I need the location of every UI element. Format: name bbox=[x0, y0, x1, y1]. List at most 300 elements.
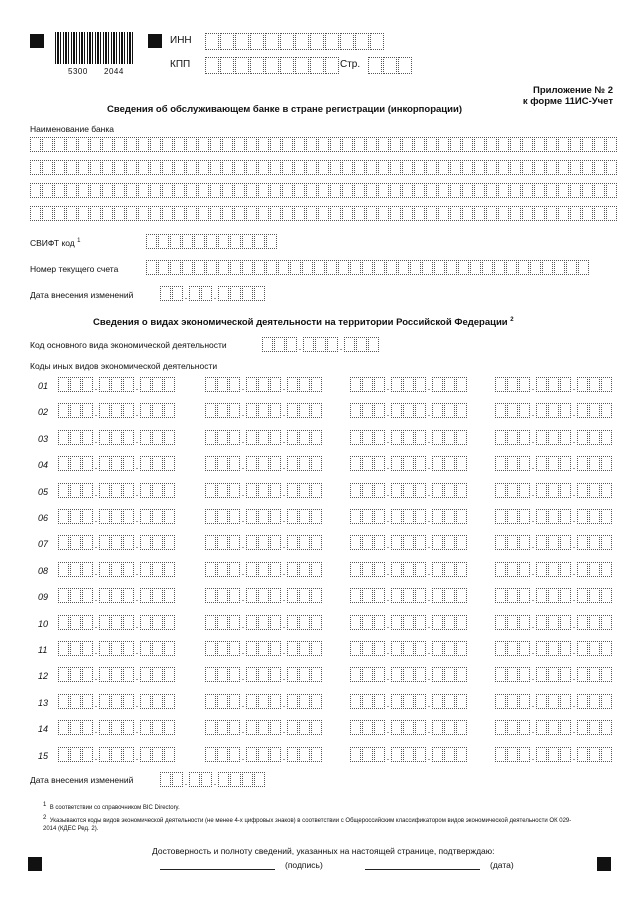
input-cell[interactable] bbox=[589, 403, 600, 418]
input-cell[interactable] bbox=[235, 57, 249, 74]
input-cell[interactable] bbox=[434, 260, 445, 275]
input-cell[interactable] bbox=[229, 403, 240, 418]
input-cell[interactable] bbox=[152, 377, 163, 392]
input-cell[interactable] bbox=[362, 615, 373, 630]
input-cell[interactable] bbox=[456, 615, 467, 630]
input-cell[interactable] bbox=[140, 456, 151, 471]
input-cell[interactable] bbox=[111, 641, 122, 656]
input-cell[interactable] bbox=[70, 456, 81, 471]
input-cell[interactable] bbox=[558, 137, 569, 152]
input-cell[interactable] bbox=[210, 160, 221, 175]
input-cell[interactable] bbox=[258, 483, 269, 498]
input-cell[interactable] bbox=[270, 456, 281, 471]
input-cell[interactable] bbox=[370, 33, 384, 50]
input-cell[interactable] bbox=[102, 137, 113, 152]
input-cell[interactable] bbox=[391, 747, 402, 762]
input-cell[interactable] bbox=[601, 694, 612, 709]
input-cell[interactable] bbox=[217, 747, 228, 762]
input-cell[interactable] bbox=[111, 720, 122, 735]
activity-code-field[interactable] bbox=[350, 588, 468, 603]
input-cell[interactable] bbox=[242, 772, 253, 787]
input-cell[interactable] bbox=[601, 509, 612, 524]
activity-code-field[interactable] bbox=[495, 562, 613, 577]
input-cell[interactable] bbox=[90, 137, 101, 152]
input-cell[interactable] bbox=[287, 403, 298, 418]
input-cell[interactable] bbox=[287, 720, 298, 735]
input-cell[interactable] bbox=[362, 535, 373, 550]
input-cell[interactable] bbox=[403, 615, 414, 630]
activity-code-field[interactable] bbox=[205, 747, 323, 762]
input-cell[interactable] bbox=[560, 562, 571, 577]
input-cell[interactable] bbox=[217, 588, 228, 603]
input-cell[interactable] bbox=[495, 456, 506, 471]
input-cell[interactable] bbox=[82, 377, 93, 392]
input-cell[interactable] bbox=[519, 747, 530, 762]
input-cell[interactable] bbox=[164, 377, 175, 392]
input-cell[interactable] bbox=[58, 562, 69, 577]
kpp-field[interactable] bbox=[205, 57, 340, 74]
input-cell[interactable] bbox=[123, 694, 134, 709]
input-cell[interactable] bbox=[54, 183, 65, 198]
input-cell[interactable] bbox=[542, 260, 553, 275]
input-cell[interactable] bbox=[287, 456, 298, 471]
input-cell[interactable] bbox=[536, 377, 547, 392]
input-cell[interactable] bbox=[280, 33, 294, 50]
input-cell[interactable] bbox=[519, 403, 530, 418]
input-cell[interactable] bbox=[446, 260, 457, 275]
input-cell[interactable] bbox=[554, 260, 565, 275]
input-cell[interactable] bbox=[415, 403, 426, 418]
input-cell[interactable] bbox=[258, 535, 269, 550]
input-cell[interactable] bbox=[374, 403, 385, 418]
input-cell[interactable] bbox=[206, 234, 217, 249]
input-cell[interactable] bbox=[302, 260, 313, 275]
input-cell[interactable] bbox=[403, 403, 414, 418]
input-cell[interactable] bbox=[66, 160, 77, 175]
input-cell[interactable] bbox=[450, 183, 461, 198]
input-cell[interactable] bbox=[158, 234, 169, 249]
activity-code-field[interactable] bbox=[205, 562, 323, 577]
input-cell[interactable] bbox=[222, 183, 233, 198]
input-cell[interactable] bbox=[577, 456, 588, 471]
input-cell[interactable] bbox=[205, 694, 216, 709]
input-cell[interactable] bbox=[589, 509, 600, 524]
input-cell[interactable] bbox=[548, 377, 559, 392]
input-cell[interactable] bbox=[99, 509, 110, 524]
input-cell[interactable] bbox=[534, 160, 545, 175]
input-cell[interactable] bbox=[123, 483, 134, 498]
input-cell[interactable] bbox=[278, 260, 289, 275]
input-cell[interactable] bbox=[270, 535, 281, 550]
input-cell[interactable] bbox=[519, 720, 530, 735]
activity-code-field[interactable] bbox=[350, 377, 468, 392]
input-cell[interactable] bbox=[99, 377, 110, 392]
activity-code-field[interactable] bbox=[495, 720, 613, 735]
input-cell[interactable] bbox=[519, 667, 530, 682]
input-cell[interactable] bbox=[314, 260, 325, 275]
input-cell[interactable] bbox=[456, 377, 467, 392]
input-cell[interactable] bbox=[390, 206, 401, 221]
input-cell[interactable] bbox=[606, 137, 617, 152]
input-cell[interactable] bbox=[235, 33, 249, 50]
input-cell[interactable] bbox=[270, 183, 281, 198]
input-cell[interactable] bbox=[577, 483, 588, 498]
input-cell[interactable] bbox=[507, 562, 518, 577]
input-cell[interactable] bbox=[258, 137, 269, 152]
input-cell[interactable] bbox=[290, 260, 301, 275]
input-cell[interactable] bbox=[577, 694, 588, 709]
input-cell[interactable] bbox=[287, 535, 298, 550]
input-cell[interactable] bbox=[286, 337, 297, 352]
input-cell[interactable] bbox=[42, 206, 53, 221]
input-cell[interactable] bbox=[254, 772, 265, 787]
input-cell[interactable] bbox=[403, 483, 414, 498]
input-cell[interactable] bbox=[577, 615, 588, 630]
input-cell[interactable] bbox=[415, 747, 426, 762]
input-cell[interactable] bbox=[374, 509, 385, 524]
input-cell[interactable] bbox=[205, 667, 216, 682]
input-cell[interactable] bbox=[246, 720, 257, 735]
input-cell[interactable] bbox=[70, 667, 81, 682]
activity-code-field[interactable] bbox=[350, 430, 468, 445]
input-cell[interactable] bbox=[123, 615, 134, 630]
input-cell[interactable] bbox=[374, 588, 385, 603]
input-cell[interactable] bbox=[111, 615, 122, 630]
input-cell[interactable] bbox=[510, 183, 521, 198]
input-cell[interactable] bbox=[510, 160, 521, 175]
input-cell[interactable] bbox=[362, 509, 373, 524]
input-cell[interactable] bbox=[560, 456, 571, 471]
input-cell[interactable] bbox=[495, 562, 506, 577]
input-cell[interactable] bbox=[325, 33, 339, 50]
input-cell[interactable] bbox=[391, 615, 402, 630]
input-cell[interactable] bbox=[432, 509, 443, 524]
input-cell[interactable] bbox=[194, 234, 205, 249]
input-cell[interactable] bbox=[519, 694, 530, 709]
input-cell[interactable] bbox=[342, 137, 353, 152]
input-cell[interactable] bbox=[189, 286, 200, 301]
input-cell[interactable] bbox=[519, 615, 530, 630]
input-cell[interactable] bbox=[138, 160, 149, 175]
input-cell[interactable] bbox=[415, 562, 426, 577]
input-cell[interactable] bbox=[350, 588, 361, 603]
input-cell[interactable] bbox=[270, 483, 281, 498]
input-cell[interactable] bbox=[254, 286, 265, 301]
input-cell[interactable] bbox=[205, 641, 216, 656]
input-cell[interactable] bbox=[403, 641, 414, 656]
input-cell[interactable] bbox=[486, 183, 497, 198]
input-cell[interactable] bbox=[246, 562, 257, 577]
input-cell[interactable] bbox=[432, 562, 443, 577]
input-cell[interactable] bbox=[422, 260, 433, 275]
input-cell[interactable] bbox=[210, 183, 221, 198]
input-cell[interactable] bbox=[229, 483, 240, 498]
input-cell[interactable] bbox=[560, 720, 571, 735]
input-cell[interactable] bbox=[140, 403, 151, 418]
input-cell[interactable] bbox=[536, 747, 547, 762]
input-cell[interactable] bbox=[311, 588, 322, 603]
input-cell[interactable] bbox=[218, 234, 229, 249]
input-cell[interactable] bbox=[270, 588, 281, 603]
input-cell[interactable] bbox=[438, 160, 449, 175]
activity-code-field[interactable] bbox=[495, 641, 613, 656]
input-cell[interactable] bbox=[432, 456, 443, 471]
swift-code-field[interactable] bbox=[146, 234, 278, 249]
input-cell[interactable] bbox=[403, 377, 414, 392]
activity-code-field[interactable] bbox=[495, 430, 613, 445]
input-cell[interactable] bbox=[311, 694, 322, 709]
input-cell[interactable] bbox=[391, 456, 402, 471]
input-cell[interactable] bbox=[426, 160, 437, 175]
input-cell[interactable] bbox=[498, 137, 509, 152]
input-cell[interactable] bbox=[138, 206, 149, 221]
input-cell[interactable] bbox=[152, 747, 163, 762]
input-cell[interactable] bbox=[350, 720, 361, 735]
input-cell[interactable] bbox=[362, 456, 373, 471]
input-cell[interactable] bbox=[444, 747, 455, 762]
input-cell[interactable] bbox=[217, 694, 228, 709]
input-cell[interactable] bbox=[354, 160, 365, 175]
input-cell[interactable] bbox=[299, 641, 310, 656]
input-cell[interactable] bbox=[362, 377, 373, 392]
input-cell[interactable] bbox=[362, 483, 373, 498]
input-cell[interactable] bbox=[299, 747, 310, 762]
input-cell[interactable] bbox=[152, 641, 163, 656]
input-cell[interactable] bbox=[78, 206, 89, 221]
input-cell[interactable] bbox=[82, 588, 93, 603]
input-cell[interactable] bbox=[294, 160, 305, 175]
input-cell[interactable] bbox=[287, 430, 298, 445]
input-cell[interactable] bbox=[507, 667, 518, 682]
input-cell[interactable] bbox=[548, 430, 559, 445]
input-cell[interactable] bbox=[414, 137, 425, 152]
input-cell[interactable] bbox=[403, 430, 414, 445]
input-cell[interactable] bbox=[355, 33, 369, 50]
input-cell[interactable] bbox=[70, 747, 81, 762]
input-cell[interactable] bbox=[450, 160, 461, 175]
input-cell[interactable] bbox=[494, 260, 505, 275]
activity-code-field[interactable] bbox=[58, 403, 176, 418]
input-cell[interactable] bbox=[66, 137, 77, 152]
input-cell[interactable] bbox=[601, 456, 612, 471]
input-cell[interactable] bbox=[126, 160, 137, 175]
input-cell[interactable] bbox=[152, 667, 163, 682]
input-cell[interactable] bbox=[378, 183, 389, 198]
input-cell[interactable] bbox=[246, 615, 257, 630]
input-cell[interactable] bbox=[270, 430, 281, 445]
input-cell[interactable] bbox=[601, 430, 612, 445]
input-cell[interactable] bbox=[318, 183, 329, 198]
input-cell[interactable] bbox=[354, 137, 365, 152]
input-cell[interactable] bbox=[90, 183, 101, 198]
input-cell[interactable] bbox=[140, 720, 151, 735]
input-cell[interactable] bbox=[327, 337, 338, 352]
input-cell[interactable] bbox=[577, 430, 588, 445]
input-cell[interactable] bbox=[601, 667, 612, 682]
input-cell[interactable] bbox=[58, 667, 69, 682]
input-cell[interactable] bbox=[218, 772, 229, 787]
input-cell[interactable] bbox=[522, 206, 533, 221]
input-cell[interactable] bbox=[198, 137, 209, 152]
input-cell[interactable] bbox=[82, 694, 93, 709]
input-cell[interactable] bbox=[287, 377, 298, 392]
input-cell[interactable] bbox=[299, 456, 310, 471]
input-cell[interactable] bbox=[438, 183, 449, 198]
activity-code-field[interactable] bbox=[205, 641, 323, 656]
input-cell[interactable] bbox=[415, 641, 426, 656]
input-cell[interactable] bbox=[58, 535, 69, 550]
input-cell[interactable] bbox=[287, 588, 298, 603]
input-cell[interactable] bbox=[362, 430, 373, 445]
input-cell[interactable] bbox=[362, 720, 373, 735]
input-cell[interactable] bbox=[601, 377, 612, 392]
input-cell[interactable] bbox=[270, 562, 281, 577]
input-cell[interactable] bbox=[140, 377, 151, 392]
input-cell[interactable] bbox=[138, 137, 149, 152]
input-cell[interactable] bbox=[444, 694, 455, 709]
activity-code-field[interactable] bbox=[495, 535, 613, 550]
input-cell[interactable] bbox=[534, 137, 545, 152]
input-cell[interactable] bbox=[270, 694, 281, 709]
input-cell[interactable] bbox=[601, 747, 612, 762]
input-cell[interactable] bbox=[432, 615, 443, 630]
input-cell[interactable] bbox=[82, 720, 93, 735]
input-cell[interactable] bbox=[146, 234, 157, 249]
input-cell[interactable] bbox=[270, 747, 281, 762]
input-cell[interactable] bbox=[102, 183, 113, 198]
input-cell[interactable] bbox=[350, 430, 361, 445]
input-cell[interactable] bbox=[229, 694, 240, 709]
input-cell[interactable] bbox=[205, 33, 219, 50]
input-cell[interactable] bbox=[507, 588, 518, 603]
input-cell[interactable] bbox=[299, 509, 310, 524]
input-cell[interactable] bbox=[102, 206, 113, 221]
input-cell[interactable] bbox=[99, 747, 110, 762]
activity-code-field[interactable] bbox=[350, 403, 468, 418]
input-cell[interactable] bbox=[577, 535, 588, 550]
input-cell[interactable] bbox=[495, 509, 506, 524]
input-cell[interactable] bbox=[90, 160, 101, 175]
input-cell[interactable] bbox=[174, 206, 185, 221]
input-cell[interactable] bbox=[414, 206, 425, 221]
input-cell[interactable] bbox=[558, 206, 569, 221]
input-cell[interactable] bbox=[282, 183, 293, 198]
input-cell[interactable] bbox=[311, 509, 322, 524]
input-cell[interactable] bbox=[111, 535, 122, 550]
input-cell[interactable] bbox=[519, 535, 530, 550]
activity-code-field[interactable] bbox=[350, 641, 468, 656]
input-cell[interactable] bbox=[246, 483, 257, 498]
input-cell[interactable] bbox=[217, 615, 228, 630]
input-cell[interactable] bbox=[350, 615, 361, 630]
input-cell[interactable] bbox=[123, 667, 134, 682]
input-cell[interactable] bbox=[606, 206, 617, 221]
activity-code-field[interactable] bbox=[205, 694, 323, 709]
input-cell[interactable] bbox=[229, 430, 240, 445]
input-cell[interactable] bbox=[246, 206, 257, 221]
input-cell[interactable] bbox=[374, 667, 385, 682]
input-cell[interactable] bbox=[589, 747, 600, 762]
input-cell[interactable] bbox=[270, 667, 281, 682]
input-cell[interactable] bbox=[54, 206, 65, 221]
input-cell[interactable] bbox=[444, 509, 455, 524]
input-cell[interactable] bbox=[299, 667, 310, 682]
input-cell[interactable] bbox=[58, 403, 69, 418]
input-cell[interactable] bbox=[507, 456, 518, 471]
input-cell[interactable] bbox=[486, 206, 497, 221]
input-cell[interactable] bbox=[99, 615, 110, 630]
input-cell[interactable] bbox=[54, 160, 65, 175]
input-cell[interactable] bbox=[258, 588, 269, 603]
input-cell[interactable] bbox=[519, 509, 530, 524]
input-cell[interactable] bbox=[594, 160, 605, 175]
input-cell[interactable] bbox=[140, 667, 151, 682]
input-cell[interactable] bbox=[374, 260, 385, 275]
input-cell[interactable] bbox=[462, 160, 473, 175]
input-cell[interactable] bbox=[230, 772, 241, 787]
input-cell[interactable] bbox=[456, 667, 467, 682]
input-cell[interactable] bbox=[250, 57, 264, 74]
input-cell[interactable] bbox=[217, 377, 228, 392]
input-cell[interactable] bbox=[217, 456, 228, 471]
input-cell[interactable] bbox=[426, 206, 437, 221]
input-cell[interactable] bbox=[589, 694, 600, 709]
input-cell[interactable] bbox=[495, 694, 506, 709]
input-cell[interactable] bbox=[498, 183, 509, 198]
input-cell[interactable] bbox=[354, 206, 365, 221]
input-cell[interactable] bbox=[432, 667, 443, 682]
input-cell[interactable] bbox=[391, 562, 402, 577]
input-cell[interactable] bbox=[577, 720, 588, 735]
account-number-field[interactable] bbox=[146, 260, 590, 275]
input-cell[interactable] bbox=[152, 720, 163, 735]
activity-code-field[interactable] bbox=[495, 694, 613, 709]
input-cell[interactable] bbox=[601, 562, 612, 577]
input-cell[interactable] bbox=[318, 137, 329, 152]
input-cell[interactable] bbox=[205, 57, 219, 74]
input-cell[interactable] bbox=[164, 562, 175, 577]
input-cell[interactable] bbox=[495, 483, 506, 498]
input-cell[interactable] bbox=[205, 456, 216, 471]
input-cell[interactable] bbox=[242, 234, 253, 249]
input-cell[interactable] bbox=[558, 183, 569, 198]
input-cell[interactable] bbox=[205, 747, 216, 762]
input-cell[interactable] bbox=[560, 430, 571, 445]
input-cell[interactable] bbox=[205, 562, 216, 577]
signature-line[interactable] bbox=[160, 869, 275, 870]
input-cell[interactable] bbox=[354, 183, 365, 198]
input-cell[interactable] bbox=[438, 206, 449, 221]
input-cell[interactable] bbox=[378, 206, 389, 221]
input-cell[interactable] bbox=[432, 747, 443, 762]
input-cell[interactable] bbox=[403, 694, 414, 709]
input-cell[interactable] bbox=[258, 403, 269, 418]
input-cell[interactable] bbox=[536, 456, 547, 471]
input-cell[interactable] bbox=[601, 588, 612, 603]
input-cell[interactable] bbox=[210, 206, 221, 221]
input-cell[interactable] bbox=[374, 720, 385, 735]
input-cell[interactable] bbox=[391, 483, 402, 498]
input-cell[interactable] bbox=[474, 206, 485, 221]
activity-code-field[interactable] bbox=[350, 535, 468, 550]
input-cell[interactable] bbox=[287, 694, 298, 709]
input-cell[interactable] bbox=[391, 377, 402, 392]
input-cell[interactable] bbox=[548, 747, 559, 762]
activity-code-field[interactable] bbox=[350, 667, 468, 682]
input-cell[interactable] bbox=[201, 286, 212, 301]
input-cell[interactable] bbox=[58, 430, 69, 445]
activity-code-field[interactable] bbox=[58, 509, 176, 524]
